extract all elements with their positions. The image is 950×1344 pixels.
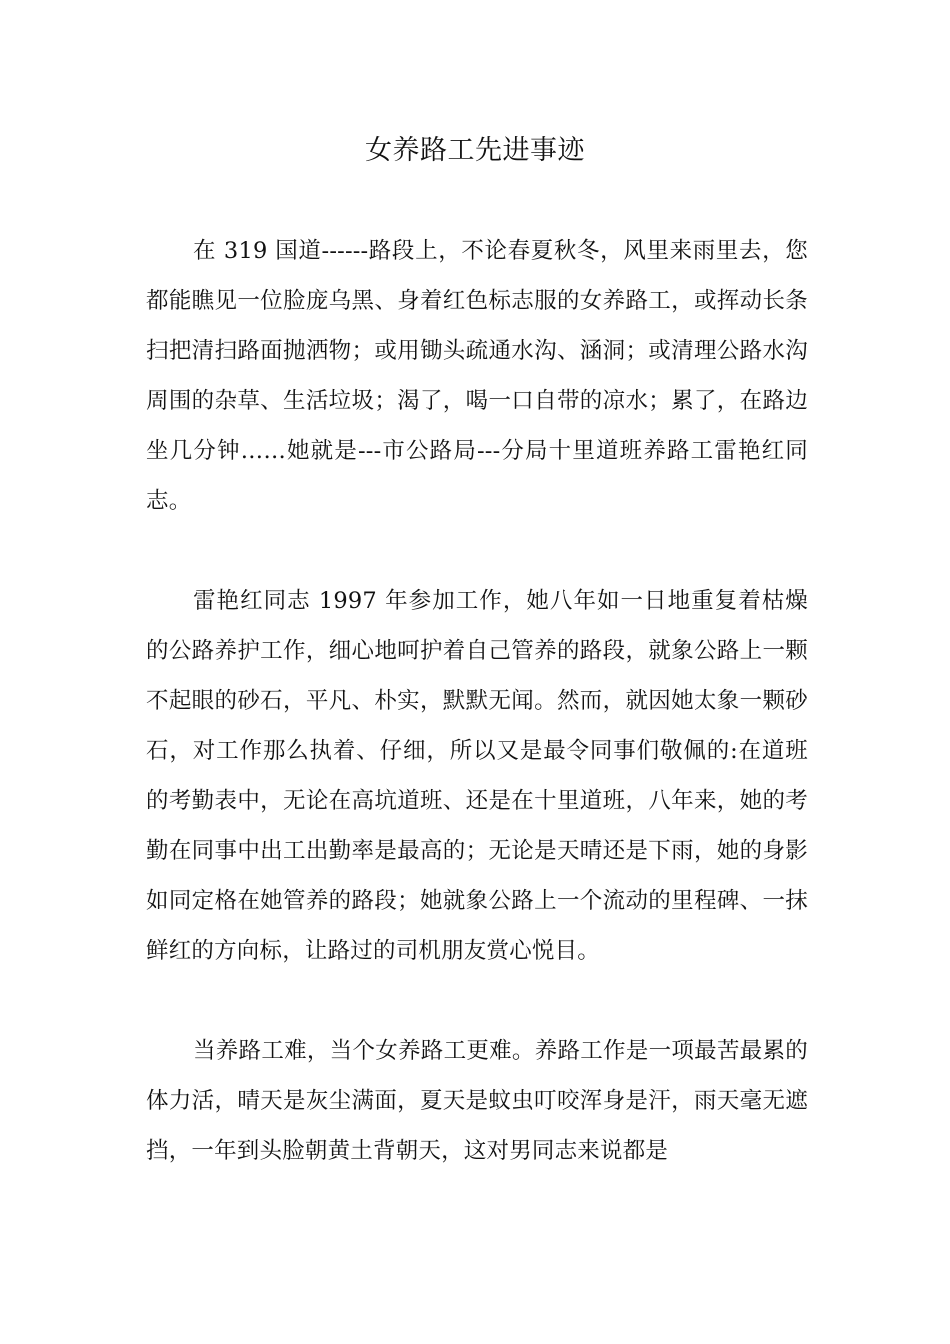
document-title: 女养路工先进事迹 <box>365 135 585 166</box>
paragraph-2: 雷艳红同志 1997 年参加工作，她八年如一日地重复着枯燥的公路养护工作，细心地呵护着自己管养的路段，就象公路上一颗不起眼的砂石，平凡、朴实，默默无闻。然而，就因她太象一颗砂石，对工作那么执着、仔细，所以又是最令同事们敬佩的:在道班的考勤表中，无论在高坑道班、还是在十里道班，八年来，她的考勤在同事中出工出勤率是最高的；无论是天晴还是下雨，她的身影如同定格在她管养的路段；她就象公路上一个流动的里程碑、一抹鲜红的方向标，让路过的司机朋友赏心悦目。 <box>146 588 808 964</box>
document-body <box>146 226 808 1226</box>
paragraph-1: 在 319 国道------路段上，不论春夏秋冬，风里来雨里去，您都能瞧见一位脸庞乌黑、身着红色标志服的女养路工，或挥动长条扫把清扫路面抛洒物；或用锄头疏通水沟、涵洞；或清理公路水沟周围的杂草、生活垃圾；渴了，喝一口自带的凉水；累了，在路边坐几分钟……她就是---市公路局---分局十里道班养路工雷艳红同志。 <box>146 238 808 514</box>
paragraph-3: 当养路工难，当个女养路工更难。养路工作是一项最苦最累的体力活，晴天是灰尘满面，夏天是蚊虫叮咬浑身是汗，雨天毫无遮挡，一年到头脸朝黄土背朝天，这对男同志来说都是 <box>146 1038 808 1164</box>
